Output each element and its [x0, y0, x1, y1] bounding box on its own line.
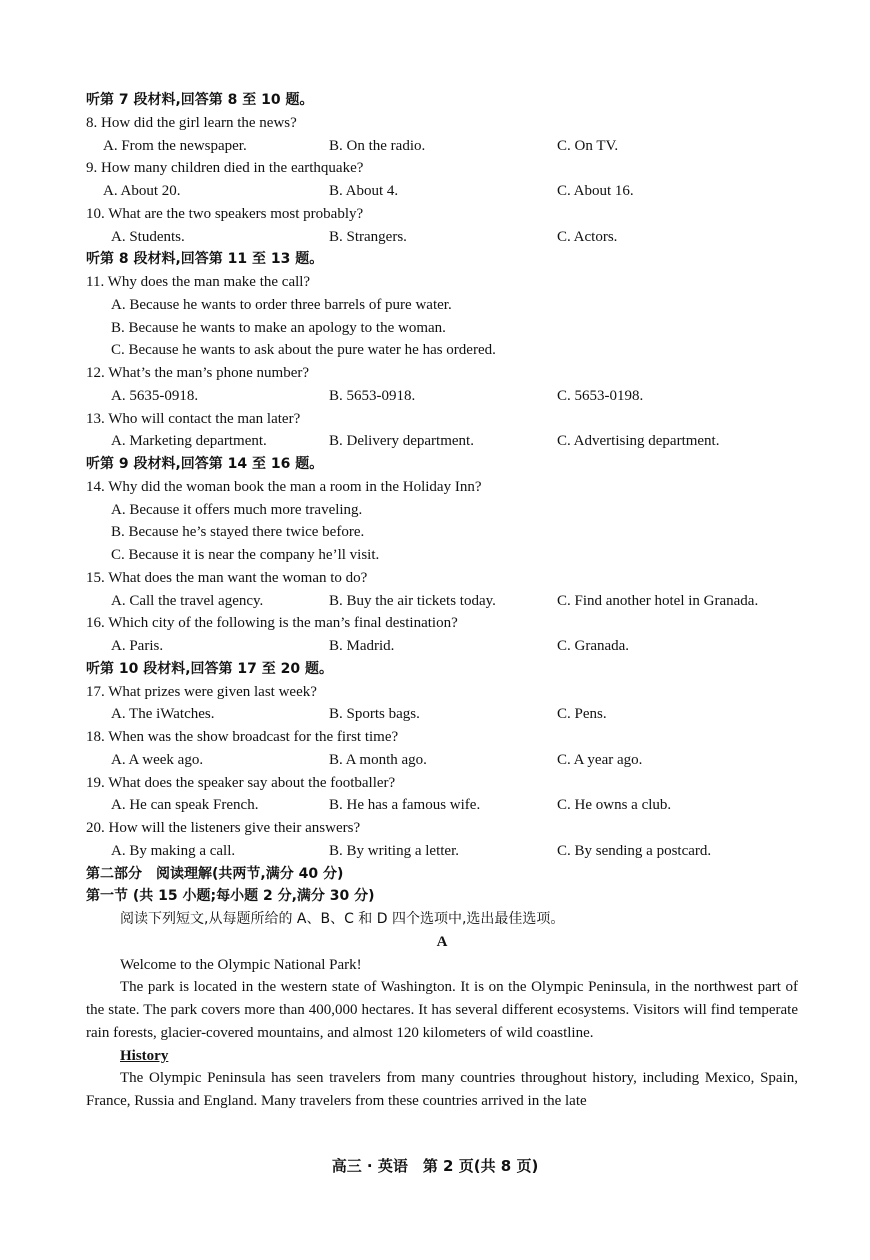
option-a: A. Call the travel agency. [111, 592, 264, 609]
question-13: 13. Who will contact the man later? [86, 410, 301, 427]
exam-page [86, 89, 798, 1113]
option-b: B. Because he wants to make an apology to the woman. [111, 319, 446, 336]
section-header-8: 听第 8 段材料,回答第 11 至 13 题。 [86, 251, 324, 268]
option-a: A. The iWatches. [111, 706, 215, 723]
option-a: A. By making a call. [111, 842, 236, 859]
options-15 [86, 590, 798, 613]
option-a: A. About 20. [103, 183, 181, 199]
option-c: C. On TV. [557, 137, 619, 154]
question-20: 20. How will the listeners give their answers? [86, 820, 361, 836]
options-9 [86, 180, 798, 203]
option-b: B. About 4. [329, 183, 399, 199]
option-a: A. 5635-0918. [111, 387, 199, 404]
option-b: B. On the radio. [329, 137, 426, 154]
option-c: C. Pens. [557, 706, 607, 723]
passage-welcome: Welcome to the Olympic National Park! [120, 956, 362, 973]
section-header-7: 听第 7 段材料,回答第 8 至 10 题。 [86, 92, 314, 108]
option-a: A. Marketing department. [111, 433, 267, 450]
option-b: B. Madrid. [329, 638, 395, 654]
history-heading: History [120, 1047, 169, 1064]
passage-paragraph-1: The park is located in the western state of Washington. It is on the Olympic Peninsula, in the northwest part of the state. The park covers more than 400,000 hectares. It has several different ecosystems. Visitors will find temperate rain forests, glacier-covered mountains, and almost 120 kilometers of wild coastline. [86, 979, 798, 1041]
options-13 [86, 430, 798, 453]
option-b: B. Delivery department. [329, 433, 474, 450]
option-b: B. He has a famous wife. [329, 797, 481, 814]
page-footer: 高三 · 英语 第 2 页(共 8 页) [331, 1157, 539, 1175]
section1-title: 第一节 (共 15 小题;每小题 2 分,满分 30 分) [86, 888, 375, 905]
option-a: A. Paris. [111, 638, 164, 654]
question-10: 10. What are the two speakers most probably? [86, 205, 364, 222]
question-12: 12. What’s the man’s phone number? [86, 365, 310, 381]
option-c: C. Because it is near the company he’ll visit. [111, 547, 380, 563]
options-18 [86, 749, 798, 772]
option-a: A. He can speak French. [111, 797, 259, 814]
option-b: B. 5653-0918. [329, 387, 416, 404]
options-20 [86, 840, 798, 863]
option-b: B. Strangers. [329, 228, 407, 245]
options-19 [86, 794, 798, 817]
part2-title: 第二部分 阅读理解(共两节,满分 40 分) [86, 865, 344, 882]
options-10 [86, 226, 798, 249]
option-c: C. He owns a club. [557, 797, 672, 814]
reading-instruction: 阅读下列短文,从每题所给的 A、B、C 和 D 四个选项中,选出最佳选项。 [120, 911, 565, 927]
option-c: C. Advertising department. [557, 433, 720, 450]
option-c: C. Actors. [557, 228, 618, 245]
question-17: 17. What prizes were given last week? [86, 683, 317, 700]
passage-letter: A [436, 933, 448, 950]
options-12 [86, 385, 798, 408]
question-11: 11. Why does the man make the call? [86, 274, 311, 290]
question-19: 19. What does the speaker say about the footballer? [86, 774, 396, 791]
option-b: B. A month ago. [329, 751, 427, 768]
option-a: A. Students. [111, 228, 185, 245]
option-b: B. By writing a letter. [329, 842, 459, 859]
option-b: B. Buy the air tickets today. [329, 592, 496, 609]
option-a: A. A week ago. [111, 751, 204, 768]
option-c: C. By sending a postcard. [557, 842, 712, 859]
option-a: A. From the newspaper. [103, 137, 247, 154]
option-c: C. A year ago. [557, 751, 643, 768]
section-header-9: 听第 9 段材料,回答第 14 至 16 题。 [86, 456, 324, 472]
option-c: C. Find another hotel in Granada. [557, 592, 759, 609]
option-b: B. Sports bags. [329, 706, 420, 723]
passage-paragraph-2: The Olympic Peninsula has seen travelers from many countries throughout history, including Mexico, Spain, France, Russia and England. Many travelers from these countries arrived in the late [86, 1070, 798, 1109]
question-14: 14. Why did the woman book the man a room in the Holiday Inn? [86, 478, 482, 495]
option-c: C. About 16. [557, 183, 634, 199]
question-9: 9. How many children died in the earthquake? [86, 160, 364, 177]
question-8: 8. How did the girl learn the news? [86, 114, 297, 131]
question-15: 15. What does the man want the woman to do? [86, 569, 368, 586]
options-16 [86, 635, 798, 658]
option-c: C. 5653-0198. [557, 387, 644, 404]
question-16: 16. Which city of the following is the man’s final destination? [86, 615, 458, 632]
section-header-10: 听第 10 段材料,回答第 17 至 20 题。 [86, 660, 334, 677]
option-a: A. Because it offers much more traveling. [111, 501, 363, 518]
option-a: A. Because he wants to order three barrels of pure water. [111, 296, 452, 313]
question-18: 18. When was the show broadcast for the first time? [86, 729, 399, 745]
options-8 [86, 135, 798, 158]
option-b: B. Because he’s stayed there twice before. [111, 524, 365, 541]
option-c: C. Granada. [557, 638, 630, 654]
option-c: C. Because he wants to ask about the pure water he has ordered. [111, 342, 496, 359]
options-17 [86, 703, 798, 726]
